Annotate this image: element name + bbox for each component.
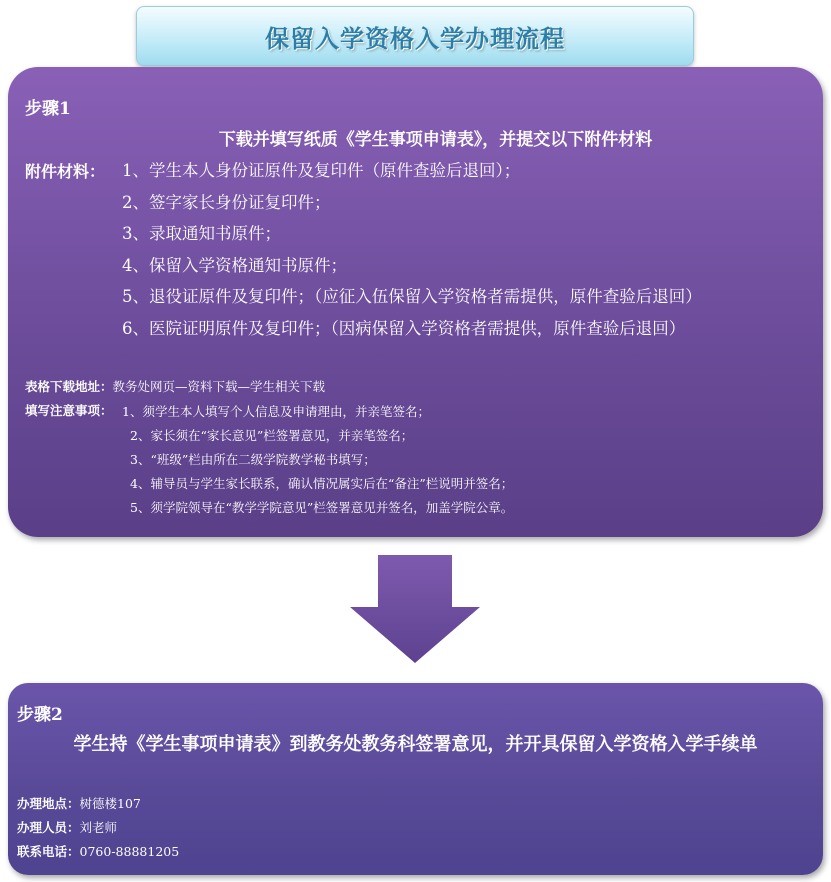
phone-row xyxy=(17,842,179,860)
down-arrow-icon xyxy=(350,555,480,663)
step2-panel xyxy=(8,683,823,875)
attachment-item: 3、录取通知书原件； xyxy=(122,224,281,243)
step1-label: 步骤1 xyxy=(25,99,71,119)
notes-label: 填写注意事项： xyxy=(25,403,113,418)
title-banner xyxy=(136,6,694,66)
download-label: 表格下载地址： xyxy=(25,379,113,394)
download-row xyxy=(25,377,325,395)
staff-label: 办理人员： xyxy=(17,820,80,835)
location-label: 办理地点： xyxy=(17,796,80,811)
attachment-item: 6、医院证明原件及复印件；（因病保留入学资格者需提供，原件查验后退回） xyxy=(122,318,686,338)
step2-label: 步骤2 xyxy=(17,705,63,725)
phone-label: 联系电话： xyxy=(17,844,80,859)
step1-heading: 下载并填写纸质《学生事项申请表》，并提交以下附件材料 xyxy=(218,130,653,150)
location-row xyxy=(17,794,141,812)
phone-value: 0760-88881205 xyxy=(79,844,180,859)
staff-value: 刘老师 xyxy=(79,820,118,835)
attachment-item: 2、签字家长身份证复印件； xyxy=(122,192,331,212)
note-item: 4、辅导员与学生家长联系，确认情况属实后在“备注”栏说明并签名； xyxy=(130,476,514,491)
step2-heading: 学生持《学生事项申请表》到教务处教务科签署意见，并开具保留入学资格入学手续单 xyxy=(73,734,758,755)
step1-panel xyxy=(8,67,823,537)
staff-row xyxy=(17,818,117,836)
attachments-list xyxy=(122,155,702,344)
attachment-item: 4、保留入学资格通知书原件； xyxy=(122,255,347,275)
note-item: 3、“班级”栏由所在二级学院教学秘书填写； xyxy=(130,452,376,467)
note-item: 5、须学院领导在“教学学院意见”栏签署意见并签名，加盖学院公章。 xyxy=(130,500,514,515)
download-value: 教务处网页—资料下载—学生相关下载 xyxy=(112,379,326,394)
attachment-item: 5、退役证原件及复印件；（应征入伍保留入学资格者需提供，原件查验后退回） xyxy=(122,287,702,306)
notes-list xyxy=(122,400,513,520)
page-title: 保留入学资格入学办理流程 xyxy=(265,23,565,53)
attachments-label: 附件材料： xyxy=(25,162,106,181)
attachment-item: 1、学生本人身份证原件及复印件（原件查验后退回）； xyxy=(122,161,521,180)
note-item: 1、须学生本人填写个人信息及申请理由，并亲笔签名； xyxy=(122,404,430,419)
location-value: 树德楼107 xyxy=(79,796,141,811)
note-item: 2、家长须在“家长意见”栏签署意见，并亲笔签名； xyxy=(130,428,414,443)
